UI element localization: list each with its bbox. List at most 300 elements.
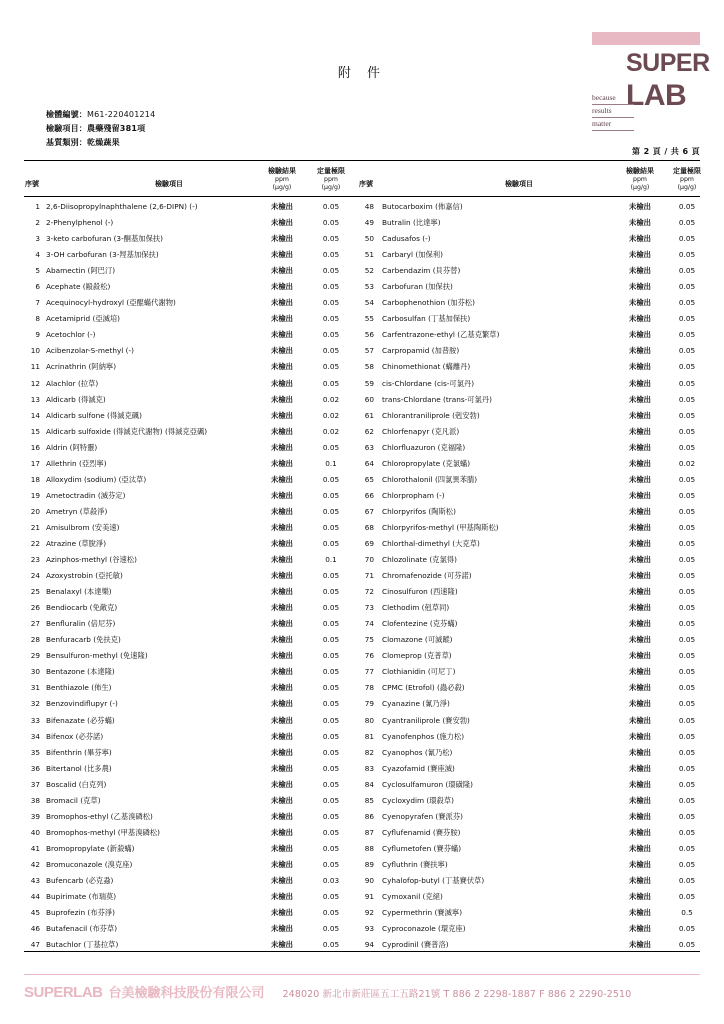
row-seq: 93	[364, 924, 374, 934]
row-limit: 0.02	[322, 410, 340, 420]
row-limit: 0.05	[678, 555, 696, 565]
table-row	[24, 263, 700, 279]
row-item: Acequinocyl-hydroxyl (亞醌蟎代謝物)	[46, 298, 176, 308]
header-item-left: 檢驗項目	[155, 180, 183, 188]
table-row	[24, 536, 700, 552]
row-limit: 0.05	[322, 218, 340, 228]
row-result: 未檢出	[629, 522, 651, 532]
row-seq: 56	[364, 330, 374, 340]
row-seq: 28	[30, 635, 40, 645]
row-item: 3-keto carbofuran (3-酮基加保扶)	[46, 234, 164, 244]
row-result: 未檢出	[271, 266, 293, 276]
row-item: Benzovindiflupyr (-)	[46, 699, 118, 709]
row-seq: 43	[30, 875, 40, 885]
row-seq: 39	[30, 811, 40, 821]
header-result-left-unit2: (μg/g)	[272, 183, 292, 191]
row-limit: 0.05	[678, 795, 696, 805]
row-result: 未檢出	[629, 362, 651, 372]
row-limit: 0.05	[322, 940, 340, 950]
row-limit: 0.05	[322, 859, 340, 869]
row-seq: 25	[30, 587, 40, 597]
row-result: 未檢出	[271, 442, 293, 452]
row-result: 未檢出	[629, 667, 651, 677]
row-result: 未檢出	[271, 555, 293, 565]
row-limit: 0.05	[322, 538, 340, 548]
row-item: Bromuconazole (溴克座)	[46, 859, 133, 869]
row-item: Carbendazim (貝芬替)	[382, 266, 461, 276]
row-seq: 42	[30, 859, 40, 869]
row-item: Clomeprop (克普草)	[382, 651, 452, 661]
row-result: 未檢出	[271, 522, 293, 532]
meta-matrix	[46, 136, 155, 150]
table-row	[24, 761, 700, 777]
row-result: 未檢出	[271, 715, 293, 725]
table-row	[24, 327, 700, 343]
row-seq: 14	[30, 410, 40, 420]
row-result: 未檢出	[629, 924, 651, 934]
header-limit-left	[310, 167, 352, 191]
header-item-right: 檢驗項目	[505, 180, 533, 188]
row-seq: 23	[30, 555, 40, 565]
row-limit: 0.05	[678, 731, 696, 741]
row-limit: 0.05	[322, 587, 340, 597]
row-item: Bromopropylate (新殺蟎)	[46, 843, 135, 853]
row-seq: 67	[364, 506, 374, 516]
table-row	[24, 359, 700, 375]
row-limit: 0.02	[322, 426, 340, 436]
table-row	[24, 777, 700, 793]
table-row	[24, 905, 700, 921]
row-seq: 32	[30, 699, 40, 709]
row-limit: 0.05	[678, 635, 696, 645]
row-item: Bromacil (克草)	[46, 795, 101, 805]
header-limit-left-text: 定量極限	[317, 167, 345, 175]
row-seq: 26	[30, 603, 40, 613]
row-result: 未檢出	[271, 747, 293, 757]
row-seq: 57	[364, 346, 374, 356]
row-seq: 78	[364, 683, 374, 693]
row-limit: 0.05	[678, 715, 696, 725]
row-result: 未檢出	[271, 394, 293, 404]
logo-tagline-line-2: results	[592, 105, 634, 118]
row-item: Bupirimate (布瑞莫)	[46, 892, 117, 902]
row-result: 未檢出	[629, 843, 651, 853]
meta-sample-no	[46, 108, 155, 122]
row-seq: 22	[30, 538, 40, 548]
row-seq: 21	[30, 522, 40, 532]
sample-metadata	[46, 108, 155, 149]
row-limit: 0.05	[678, 426, 696, 436]
row-limit: 0.05	[678, 330, 696, 340]
row-limit: 0.05	[322, 811, 340, 821]
row-result: 未檢出	[629, 795, 651, 805]
row-result: 未檢出	[629, 747, 651, 757]
row-item: Cyazofamid (賽座滅)	[382, 763, 455, 773]
row-result: 未檢出	[271, 651, 293, 661]
row-seq: 35	[30, 747, 40, 757]
row-result: 未檢出	[629, 538, 651, 548]
row-seq: 36	[30, 763, 40, 773]
row-limit: 0.05	[322, 378, 340, 388]
row-item: Atrazine (草脫淨)	[46, 538, 107, 548]
row-item: Cyfluthrin (賽扶寧)	[382, 859, 448, 869]
table-top-rule	[24, 160, 700, 161]
row-result: 未檢出	[271, 362, 293, 372]
row-seq: 41	[30, 843, 40, 853]
row-limit: 0.05	[322, 651, 340, 661]
header-limit-left-unit2: (μg/g)	[321, 183, 341, 191]
row-result: 未檢出	[271, 619, 293, 629]
table-row	[24, 809, 700, 825]
row-seq: 33	[30, 715, 40, 725]
row-item: Butafenacil (布芬草)	[46, 924, 118, 934]
row-item: Cyflufenamid (賽芬胺)	[382, 827, 461, 837]
row-seq: 72	[364, 587, 374, 597]
table-row	[24, 841, 700, 857]
row-result: 未檢出	[629, 298, 651, 308]
row-limit: 0.05	[678, 699, 696, 709]
row-limit: 0.05	[322, 779, 340, 789]
row-limit: 0.05	[678, 667, 696, 677]
row-result: 未檢出	[271, 410, 293, 420]
row-limit: 0.05	[322, 298, 340, 308]
row-item: Allethrin (亞烈寧)	[46, 458, 107, 468]
row-item: Acibenzolar-S-methyl (-)	[46, 346, 134, 356]
table-row	[24, 199, 700, 215]
meta-matrix-label: 基質類別：	[46, 137, 87, 147]
row-seq: 46	[30, 924, 40, 934]
table-row	[24, 408, 700, 424]
header-result-right-text: 檢驗結果	[626, 167, 654, 175]
row-seq: 37	[30, 779, 40, 789]
row-seq: 87	[364, 827, 374, 837]
row-item: Chromafenozide (可芬諾)	[382, 571, 472, 581]
row-result: 未檢出	[629, 715, 651, 725]
header-limit-right-unit2: (μg/g)	[677, 183, 697, 191]
row-seq: 89	[364, 859, 374, 869]
row-limit: 0.05	[322, 250, 340, 260]
row-seq: 80	[364, 715, 374, 725]
table-row	[24, 713, 700, 729]
table-row	[24, 729, 700, 745]
row-seq: 45	[30, 908, 40, 918]
row-limit: 0.05	[678, 442, 696, 452]
row-result: 未檢出	[271, 795, 293, 805]
row-item: Bromophos-ethyl (乙基溴磷松)	[46, 811, 153, 821]
row-limit: 0.05	[322, 571, 340, 581]
row-result: 未檢出	[629, 218, 651, 228]
row-item: cis-Chlordane (cis-可氯丹)	[382, 378, 475, 388]
row-seq: 29	[30, 651, 40, 661]
row-limit: 0.05	[678, 378, 696, 388]
table-bottom-rule	[24, 951, 700, 952]
row-seq: 18	[30, 474, 40, 484]
row-result: 未檢出	[271, 827, 293, 837]
row-item: Clethodim (剋草同)	[382, 603, 450, 613]
row-item: Benalaxyl (本達樂)	[46, 587, 112, 597]
row-item: Ametoctradin (滅芬定)	[46, 490, 126, 500]
row-item: Boscalid (白克列)	[46, 779, 107, 789]
row-limit: 0.05	[322, 362, 340, 372]
table-row	[24, 889, 700, 905]
row-item: Benfluralin (倍尼芬)	[46, 619, 116, 629]
row-seq: 44	[30, 892, 40, 902]
row-seq: 49	[364, 218, 374, 228]
row-limit: 0.05	[322, 202, 340, 211]
row-item: Bromophos-methyl (甲基溴磷松)	[46, 827, 160, 837]
row-seq: 13	[30, 394, 40, 404]
row-seq: 52	[364, 266, 374, 276]
row-seq: 7	[35, 298, 40, 308]
table-row	[24, 873, 700, 889]
table-row	[24, 632, 700, 648]
header-limit-right	[666, 167, 708, 191]
footer-logo: SUPERLAB	[24, 984, 103, 1001]
row-limit: 0.05	[322, 667, 340, 677]
header-result-right-unit1: ppm	[633, 175, 647, 183]
row-limit: 0.05	[678, 346, 696, 356]
header-result-right	[618, 167, 662, 191]
logo-tagline-line-1: because	[592, 92, 634, 105]
row-seq: 88	[364, 843, 374, 853]
row-seq: 2	[35, 218, 40, 228]
row-seq: 55	[364, 314, 374, 324]
row-result: 未檢出	[629, 266, 651, 276]
row-limit: 0.05	[322, 908, 340, 918]
table-row	[24, 648, 700, 664]
row-limit: 0.03	[322, 875, 340, 885]
table-row	[24, 616, 700, 632]
row-limit: 0.05	[678, 234, 696, 244]
row-limit: 0.02	[678, 458, 696, 468]
row-limit: 0.05	[678, 651, 696, 661]
row-result: 未檢出	[629, 458, 651, 468]
row-seq: 34	[30, 731, 40, 741]
row-result: 未檢出	[271, 699, 293, 709]
row-result: 未檢出	[629, 827, 651, 837]
row-limit: 0.05	[678, 474, 696, 484]
row-limit: 0.05	[678, 892, 696, 902]
table-row	[24, 295, 700, 311]
row-limit: 0.05	[322, 892, 340, 902]
row-result: 未檢出	[271, 843, 293, 853]
row-limit: 0.05	[322, 843, 340, 853]
table-row	[24, 504, 700, 520]
row-seq: 8	[35, 314, 40, 324]
row-seq: 6	[35, 282, 40, 292]
row-item: Bensulfuron-methyl (免速隆)	[46, 651, 148, 661]
row-result: 未檢出	[629, 314, 651, 324]
row-result: 未檢出	[271, 250, 293, 260]
row-item: trans-Chlordane (trans-可氯丹)	[382, 394, 492, 404]
header-result-left	[260, 167, 304, 191]
row-result: 未檢出	[271, 426, 293, 436]
row-seq: 5	[35, 266, 40, 276]
row-limit: 0.05	[678, 603, 696, 613]
logo-tagline	[592, 92, 634, 131]
row-result: 未檢出	[629, 490, 651, 500]
row-item: Cyanazine (氰乃淨)	[382, 699, 450, 709]
row-limit: 0.05	[322, 330, 340, 340]
row-item: Benfuracarb (免扶克)	[46, 635, 121, 645]
row-result: 未檢出	[271, 282, 293, 292]
row-limit: 0.05	[678, 779, 696, 789]
row-result: 未檢出	[271, 571, 293, 581]
row-item: Carpropamid (加普胺)	[382, 346, 460, 356]
row-result: 未檢出	[629, 763, 651, 773]
row-item: Cycloxydim (環殺草)	[382, 795, 454, 805]
row-item: Aldicarb (得滅克)	[46, 394, 106, 404]
table-row	[24, 472, 700, 488]
header-seq-left: 序號	[25, 180, 39, 188]
logo-word-super: SUPER	[626, 49, 710, 77]
table-row	[24, 440, 700, 456]
row-limit: 0.05	[678, 571, 696, 581]
row-item: Bifenazate (必芬蟎)	[46, 715, 115, 725]
row-result: 未檢出	[271, 763, 293, 773]
row-result: 未檢出	[271, 474, 293, 484]
row-item: Chlorantraniliprole (剋安勃)	[382, 410, 480, 420]
row-item: Chlozolinate (克氯得)	[382, 555, 457, 565]
row-item: 3-OH carbofuran (3-羥基加保扶)	[46, 250, 159, 260]
row-limit: 0.05	[678, 619, 696, 629]
page-title: 附 件	[337, 66, 387, 81]
row-limit: 0.05	[322, 522, 340, 532]
row-seq: 50	[364, 234, 374, 244]
row-result: 未檢出	[629, 587, 651, 597]
row-result: 未檢出	[629, 779, 651, 789]
row-result: 未檢出	[629, 250, 651, 260]
header-result-left-text: 檢驗結果	[268, 167, 296, 175]
row-result: 未檢出	[629, 619, 651, 629]
row-item: Cyenopyrafen (賽派芬)	[382, 811, 463, 821]
results-table	[24, 199, 700, 953]
row-result: 未檢出	[629, 908, 651, 918]
header-limit-left-unit1: ppm	[324, 175, 338, 183]
row-result: 未檢出	[271, 635, 293, 645]
row-result: 未檢出	[271, 218, 293, 228]
row-result: 未檢出	[271, 346, 293, 356]
table-row	[24, 520, 700, 536]
row-result: 未檢出	[629, 811, 651, 821]
row-seq: 47	[30, 940, 40, 950]
row-seq: 1	[35, 202, 40, 211]
row-limit: 0.05	[678, 266, 696, 276]
table-header-rule	[24, 196, 700, 197]
row-item: 2,6-Diisopropylnaphthalene (2,6-DIPN) (-)	[46, 202, 198, 211]
row-limit: 0.05	[678, 410, 696, 420]
row-limit: 0.05	[322, 603, 340, 613]
row-seq: 20	[30, 506, 40, 516]
table-row	[24, 664, 700, 680]
row-item: Amisulbrom (安美速)	[46, 522, 120, 532]
row-limit: 0.05	[322, 683, 340, 693]
row-limit: 0.05	[322, 314, 340, 324]
footer-content	[24, 975, 700, 1001]
row-item: Clomazone (可滅蹤)	[382, 635, 453, 645]
row-result: 未檢出	[271, 202, 293, 211]
row-item: Chlorpyrifos-methyl (甲基陶斯松)	[382, 522, 499, 532]
row-seq: 66	[364, 490, 374, 500]
row-seq: 77	[364, 667, 374, 677]
row-item: Cyprodinil (賽普洛)	[382, 940, 449, 950]
row-item: Buprofezin (布芬淨)	[46, 908, 116, 918]
row-item: Carbosulfan (丁基加保扶)	[382, 314, 471, 324]
row-seq: 19	[30, 490, 40, 500]
row-seq: 82	[364, 747, 374, 757]
row-result: 未檢出	[271, 603, 293, 613]
table-row	[24, 376, 700, 392]
row-item: Bufencarb (必克蝨)	[46, 875, 114, 885]
row-result: 未檢出	[271, 458, 293, 468]
row-item: Cyantraniliprole (賽安勃)	[382, 715, 470, 725]
row-item: Cymoxanil (克絕)	[382, 892, 443, 902]
row-limit: 0.05	[678, 940, 696, 950]
table-row	[24, 488, 700, 504]
row-seq: 17	[30, 458, 40, 468]
table-row	[24, 600, 700, 616]
row-limit: 0.05	[678, 811, 696, 821]
row-seq: 61	[364, 410, 374, 420]
row-seq: 64	[364, 458, 374, 468]
row-result: 未檢出	[629, 202, 651, 211]
row-item: Aldicarb sulfoxide (得滅克代謝物) (得滅克亞碸)	[46, 426, 208, 436]
logo-body	[592, 45, 710, 133]
logo-word-lab: LAB	[626, 79, 687, 112]
row-item: Bendiocarb (免敵克)	[46, 603, 118, 613]
row-item: Cyanophos (氰乃松)	[382, 747, 453, 757]
row-item: Chlorthal-dimethyl (大克草)	[382, 538, 480, 548]
row-result: 未檢出	[271, 506, 293, 516]
row-seq: 70	[364, 555, 374, 565]
table-header-row	[24, 163, 700, 196]
table-row	[24, 568, 700, 584]
row-result: 未檢出	[629, 506, 651, 516]
row-result: 未檢出	[271, 587, 293, 597]
header-limit-right-unit1: ppm	[680, 175, 694, 183]
row-limit: 0.05	[322, 827, 340, 837]
meta-sample-no-label: 檢體編號：	[46, 110, 87, 119]
row-item: Acetamiprid (亞滅培)	[46, 314, 121, 324]
row-item: Cinosulfuron (西速隆)	[382, 587, 458, 597]
row-result: 未檢出	[629, 330, 651, 340]
row-limit: 0.05	[322, 731, 340, 741]
row-item: Bentazone (本達隆)	[46, 667, 115, 677]
row-result: 未檢出	[629, 378, 651, 388]
meta-test-item-label: 檢驗項目：	[46, 123, 87, 133]
table-row	[24, 680, 700, 696]
row-item: Butachlor (丁基拉草)	[46, 940, 119, 950]
row-item: Azinphos-methyl (谷速松)	[46, 555, 137, 565]
row-limit: 0.05	[678, 362, 696, 372]
row-seq: 38	[30, 795, 40, 805]
row-item: Cyanofenphos (施力松)	[382, 731, 465, 741]
row-limit: 0.05	[322, 635, 340, 645]
footer-address-contact: 248020 新北市新莊區五工五路21號 T 886 2 2298-1887 F 886 2 2290-2510	[282, 989, 632, 1000]
table-row	[24, 857, 700, 873]
meta-sample-no-value: M61-220401214	[87, 110, 156, 119]
table-row	[24, 215, 700, 231]
row-limit: 0.05	[678, 250, 696, 260]
row-limit: 0.05	[678, 394, 696, 404]
page-number: 第 2 頁 / 共 6 頁	[632, 147, 700, 156]
row-item: Aldicarb sulfone (得滅克碸)	[46, 410, 142, 420]
row-limit: 0.05	[678, 218, 696, 228]
row-seq: 81	[364, 731, 374, 741]
row-seq: 31	[30, 683, 40, 693]
row-seq: 75	[364, 635, 374, 645]
header-result-left-unit1: ppm	[275, 175, 289, 183]
